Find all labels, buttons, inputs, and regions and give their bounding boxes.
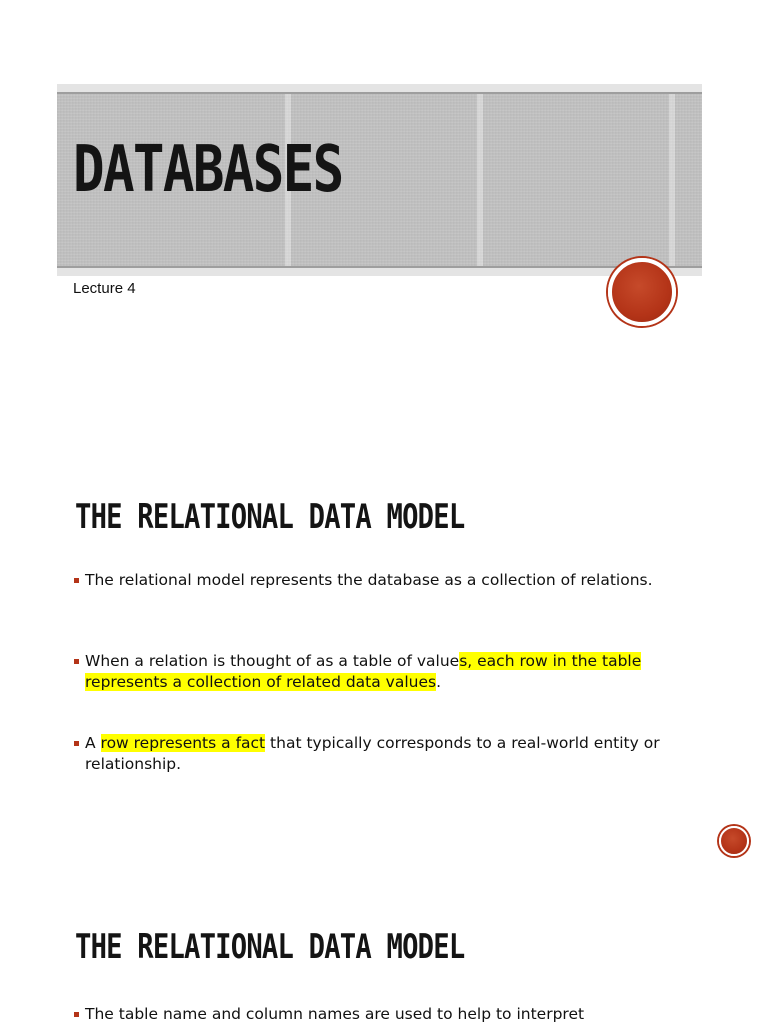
- bullet-text: that typically corresponds to a real-world entity or relationship.: [85, 734, 660, 773]
- highlighted-text: s, each row in the table represents a collection of related data values: [85, 652, 642, 691]
- bullet-item: [73, 651, 685, 693]
- title-banner: [57, 84, 702, 276]
- bullet-text: A: [85, 734, 101, 752]
- banner-top-band: [57, 84, 702, 94]
- decorative-circle-icon: [719, 826, 749, 856]
- banner-stripe: [477, 94, 483, 266]
- banner-bottom-band: [57, 266, 702, 276]
- bullet-item: [73, 1004, 685, 1024]
- presentation-title: DATABASES: [73, 133, 343, 207]
- bullet-text: When a relation is thought of as a table of value: [85, 652, 460, 670]
- bullet-text: .: [436, 673, 442, 691]
- decorative-circle-icon: [608, 258, 676, 326]
- bullet-text: The table name and column names are used to help to interpret: [85, 1005, 585, 1023]
- bullet-item: [73, 570, 685, 591]
- slide-heading: THE RELATIONAL DATA MODEL: [75, 927, 465, 967]
- bullet-item: [73, 733, 685, 775]
- highlighted-text: row represents a fact: [100, 734, 266, 752]
- bullet-text: The relational model represents the database as a collection of relations.: [85, 571, 653, 589]
- slide-heading: THE RELATIONAL DATA MODEL: [75, 497, 465, 537]
- lecture-subtitle: Lecture 4: [73, 280, 136, 297]
- banner-stripe: [669, 94, 675, 266]
